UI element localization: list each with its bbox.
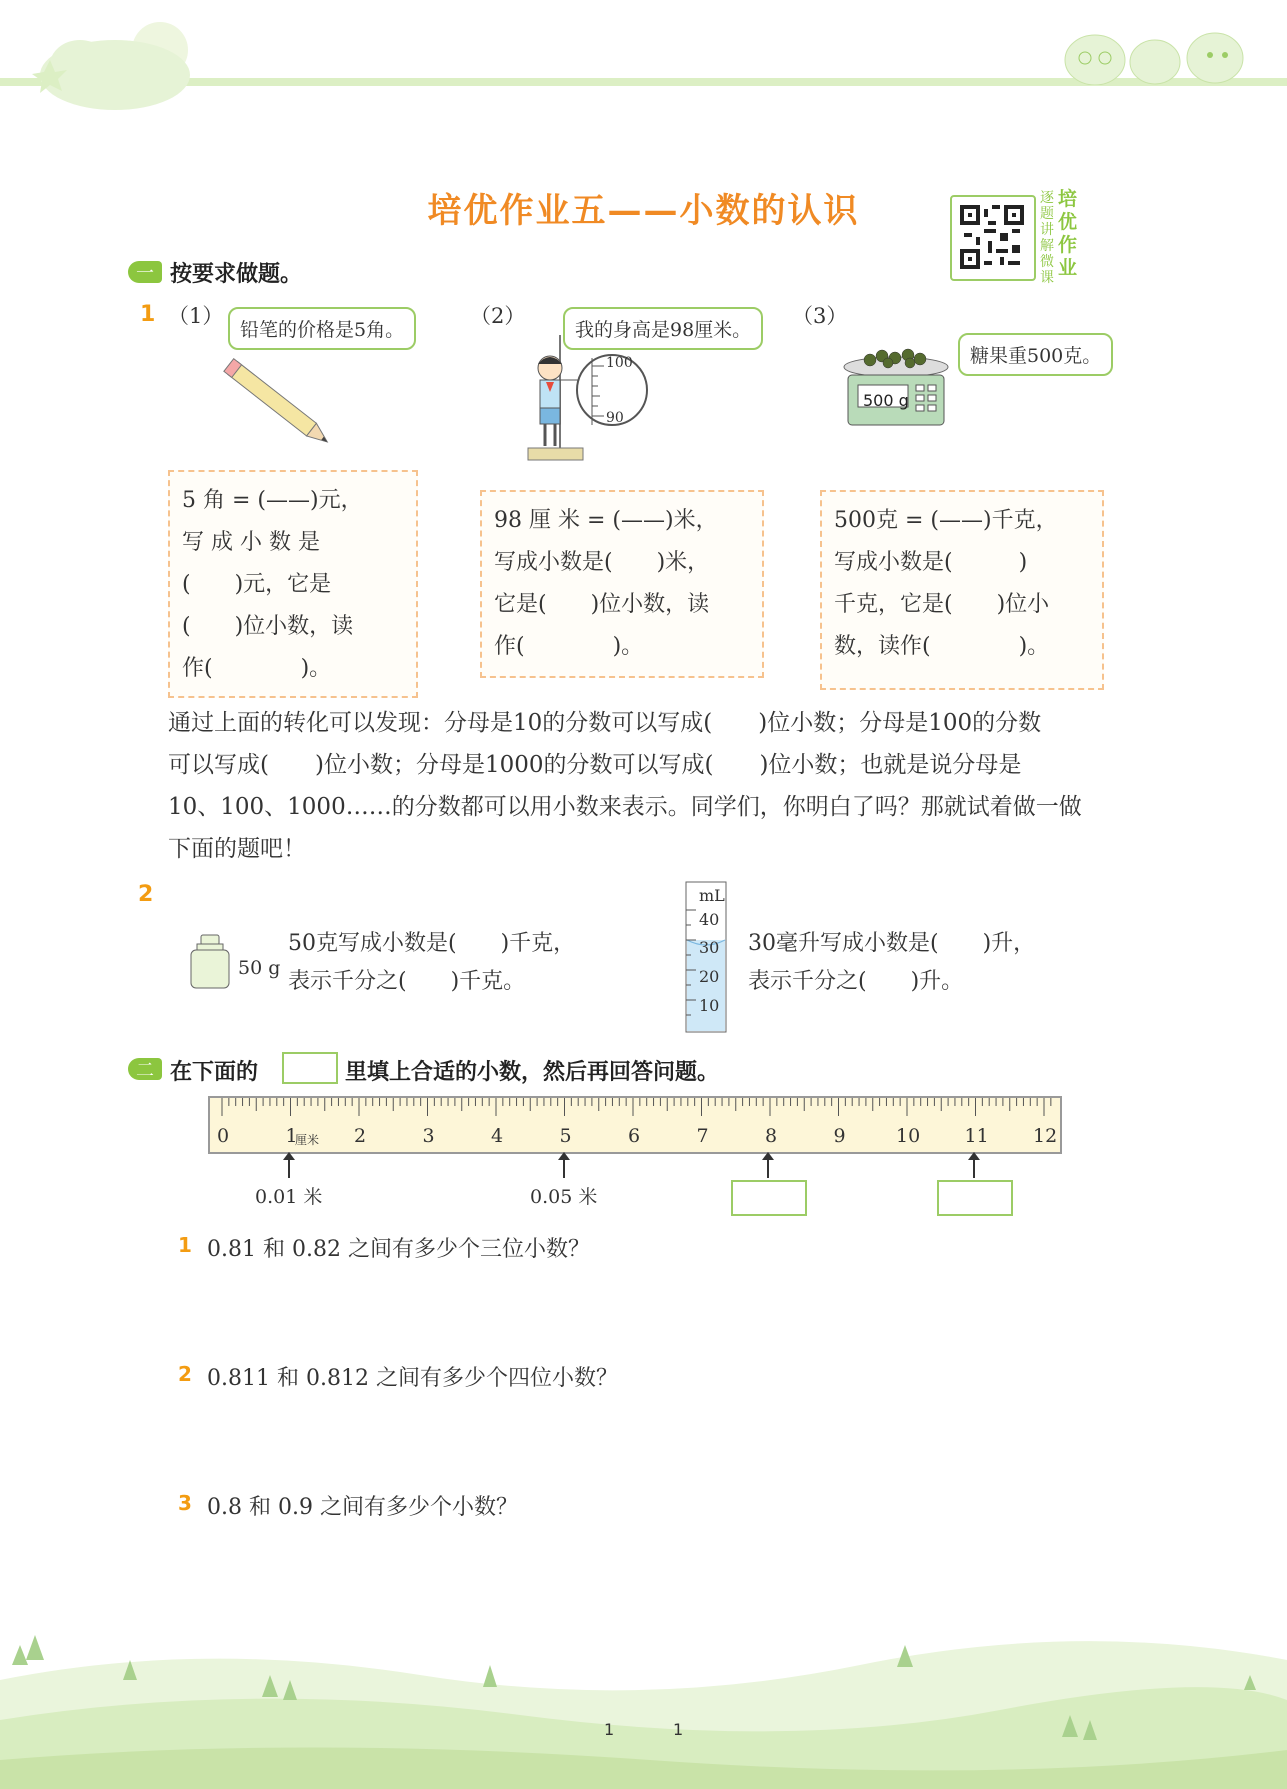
ruler-ticks — [210, 1098, 1058, 1120]
q2-right-line: 表示千分之( )升。 — [748, 969, 964, 994]
item1-label: （1） — [168, 304, 224, 328]
scale-display: 500 g — [863, 391, 909, 410]
section1-title: 按要求做题。 — [170, 262, 303, 287]
cylinder-unit: mL — [699, 886, 725, 905]
q2-left-text — [288, 925, 575, 1001]
section2-title-box — [282, 1052, 338, 1084]
ruler-tick-label: 1 — [285, 1125, 298, 1147]
s2-q3-number: 3 — [178, 1491, 192, 1515]
paragraph-line: 通过上面的转化可以发现：分母是10的分数可以写成( )位小数；分母是100的分数 — [168, 710, 1042, 736]
paragraph-line: 下面的题吧！ — [168, 836, 306, 862]
item3-speech-bubble: 糖果重500克。 — [958, 333, 1113, 376]
cloud-sun-decoration — [20, 5, 210, 110]
ruler-tick-label: 8 — [765, 1125, 778, 1147]
ruler-tick-label: 5 — [559, 1125, 572, 1147]
section2-badge: 二 — [128, 1058, 162, 1080]
item1-line: 5 角 = (——)元， — [182, 488, 363, 513]
item2-line: 它是( )位小数，读 — [494, 592, 710, 617]
explanation-paragraph — [168, 702, 1148, 870]
scale-with-candy-icon — [840, 345, 955, 430]
arrow-label-1: 0.01 米 — [255, 1186, 323, 1208]
ruler-unit: 厘米 — [295, 1133, 320, 1147]
ruler-tick-label: 10 — [896, 1125, 921, 1147]
ruler-tick-label: 11 — [964, 1125, 989, 1147]
q2-number: 2 — [138, 882, 154, 907]
item3-line: 写成小数是( ) — [834, 550, 1028, 575]
cylinder-mark-40: 40 — [699, 910, 720, 929]
item1-line: 作( )。 — [182, 656, 332, 681]
ruler-tick-label: 9 — [833, 1125, 846, 1147]
pencil-icon — [215, 355, 345, 455]
arrow-label-5: 0.05 米 — [530, 1186, 598, 1208]
item1-line: ( )位小数，读 — [182, 614, 354, 639]
section1-badge: 一 — [128, 261, 162, 283]
q2-left-line: 50克写成小数是( )千克， — [288, 931, 576, 956]
q1-number: 1 — [140, 302, 156, 327]
arrow-8 — [767, 1158, 769, 1178]
s2-q1-number: 1 — [178, 1233, 192, 1257]
arrow-1 — [288, 1158, 290, 1178]
cylinder-mark-30: 30 — [699, 938, 720, 957]
s2-q1-text: 0.81 和 0.82 之间有多少个三位小数？ — [207, 1237, 590, 1262]
ruler-tick-label: 3 — [422, 1125, 435, 1147]
paragraph-line: 可以写成( )位小数；分母是1000的分数可以写成( )位小数；也就是说分母是 — [168, 752, 1022, 778]
page-number-left: 1 — [604, 1720, 615, 1739]
qr-caption-col2: 培优作业 — [1058, 188, 1078, 279]
item3-answer-box — [820, 490, 1104, 690]
qr-code-icon[interactable] — [960, 205, 1024, 269]
page-number-right: 1 — [673, 1720, 684, 1739]
arrow-1-head — [283, 1152, 295, 1160]
ruler-tick-label: 7 — [696, 1125, 709, 1147]
paragraph-line: 10、100、1000……的分数都可以用小数来表示。同学们，你明白了吗？那就试着做一做 — [168, 794, 1082, 820]
scale-label-100: 100 — [606, 355, 633, 371]
item1-line: ( )元，它是 — [182, 572, 332, 597]
arrow-5-head — [558, 1152, 570, 1160]
item3-label: （3） — [792, 304, 848, 328]
section2-title-after: 里填上合适的小数，然后再回答问题。 — [345, 1060, 720, 1085]
item1-answer-box — [168, 470, 418, 698]
weight-label: 50 g — [238, 957, 281, 979]
ruler-tick-label: 4 — [491, 1125, 504, 1147]
ruler-tick-label: 6 — [628, 1125, 641, 1147]
item2-answer-box — [480, 490, 764, 678]
q2-right-line: 30毫升写成小数是( )升， — [748, 931, 1036, 956]
s2-q3-text: 0.8 和 0.9 之间有多少个小数？ — [207, 1495, 518, 1520]
arrow-11 — [973, 1158, 975, 1178]
item1-speech-bubble: 铅笔的价格是5角。 — [228, 307, 416, 350]
cylinder-mark-20: 20 — [699, 967, 720, 986]
section2-title-before: 在下面的 — [170, 1060, 259, 1085]
item2-line: 98 厘 米 = (——)米， — [494, 508, 718, 533]
page-title: 培优作业五——小数的认识 — [427, 191, 860, 231]
cylinder-mark-10: 10 — [699, 996, 720, 1015]
answer-box-11[interactable] — [937, 1180, 1013, 1216]
arrow-5 — [563, 1158, 565, 1178]
scale-label-90: 90 — [606, 410, 624, 426]
arrow-8-head — [762, 1152, 774, 1160]
item2-speech-bubble: 我的身高是98厘米。 — [563, 307, 763, 350]
item1-line: 写 成 小 数 是 — [182, 530, 320, 555]
q2-right-text — [748, 925, 1035, 1001]
qr-caption-col1: 逐题讲解微课 — [1040, 190, 1054, 286]
animals-decoration — [1055, 20, 1255, 85]
item3-line: 数，读作( )。 — [834, 634, 1050, 659]
footer-landscape — [0, 1620, 1287, 1789]
item2-line: 写成小数是( )米， — [494, 550, 710, 575]
s2-q2-number: 2 — [178, 1362, 192, 1386]
answer-box-8[interactable] — [731, 1180, 807, 1216]
ruler-tick-label: 12 — [1033, 1125, 1058, 1147]
weight-icon — [188, 930, 233, 992]
item2-label: （2） — [470, 304, 526, 328]
ruler-tick-label: 0 — [217, 1125, 230, 1147]
s2-q2-text: 0.811 和 0.812 之间有多少个四位小数？ — [207, 1366, 618, 1391]
boy-height-icon — [520, 330, 660, 470]
item3-line: 千克，它是( )位小 — [834, 592, 1050, 617]
arrow-11-head — [968, 1152, 980, 1160]
item2-line: 作( )。 — [494, 634, 644, 659]
q2-left-line: 表示千分之( )千克。 — [288, 969, 526, 994]
ruler-tick-label: 2 — [354, 1125, 367, 1147]
item3-line: 500克 = (——)千克， — [834, 508, 1058, 533]
